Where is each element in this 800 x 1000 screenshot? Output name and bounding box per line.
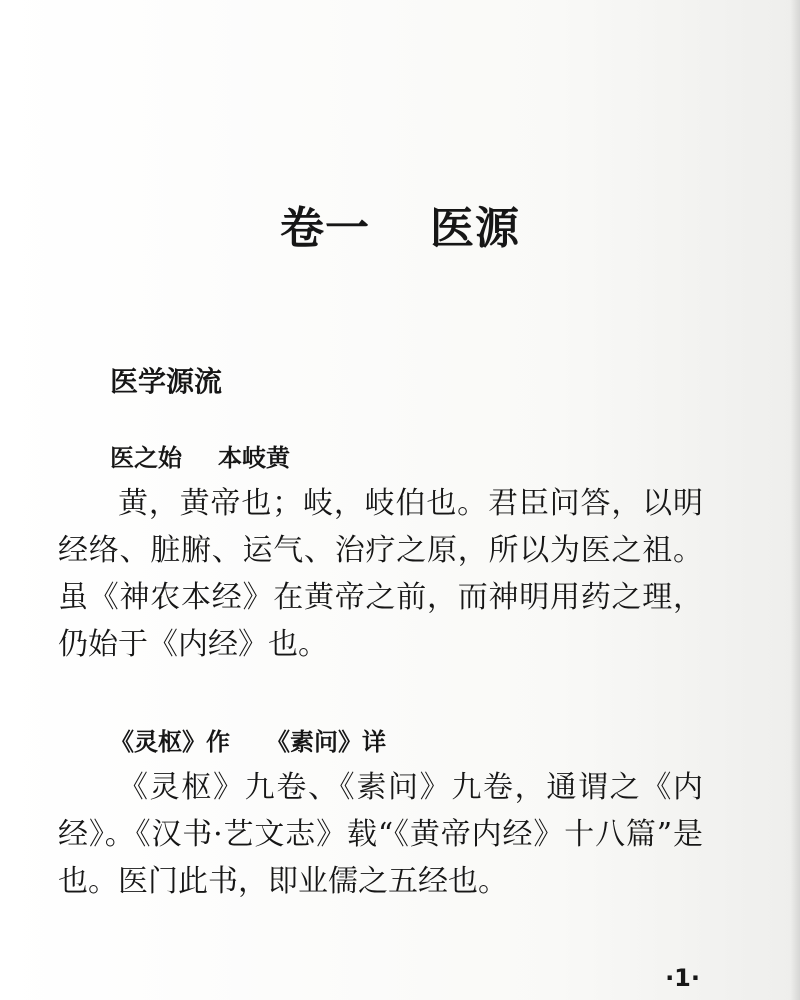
entry-heading-2 (110, 722, 386, 757)
entry-heading-left: 医之始 (110, 444, 182, 472)
page-number: ·1· (665, 964, 700, 992)
page-binding-shadow (790, 0, 800, 1000)
entry-heading-right: 本岐黄 (218, 444, 290, 472)
chapter-name: 医源 (430, 203, 520, 254)
entry-heading-1 (110, 438, 290, 473)
entry-heading-right: 《素问》详 (266, 728, 386, 756)
entry-body-1: 黄，黄帝也；岐，岐伯也。君臣问答，以明经络、脏腑、运气、治疗之原，所以为医之祖。虽《神农本经》在黄帝之前，而神明用药之理，仍始于《内经》也。 (58, 486, 703, 662)
chapter-number: 卷一 (280, 203, 370, 254)
section-heading: 医学源流 (110, 365, 223, 398)
entry-heading-left: 《灵枢》作 (110, 728, 230, 756)
chapter-title (0, 192, 800, 256)
entry-body-2: 《灵枢》九卷、《素问》九卷，通谓之《内经》。《汉书·艺文志》载“《黄帝内经》十八篇”是也。医门此书，即业儒之五经也。 (58, 770, 703, 899)
